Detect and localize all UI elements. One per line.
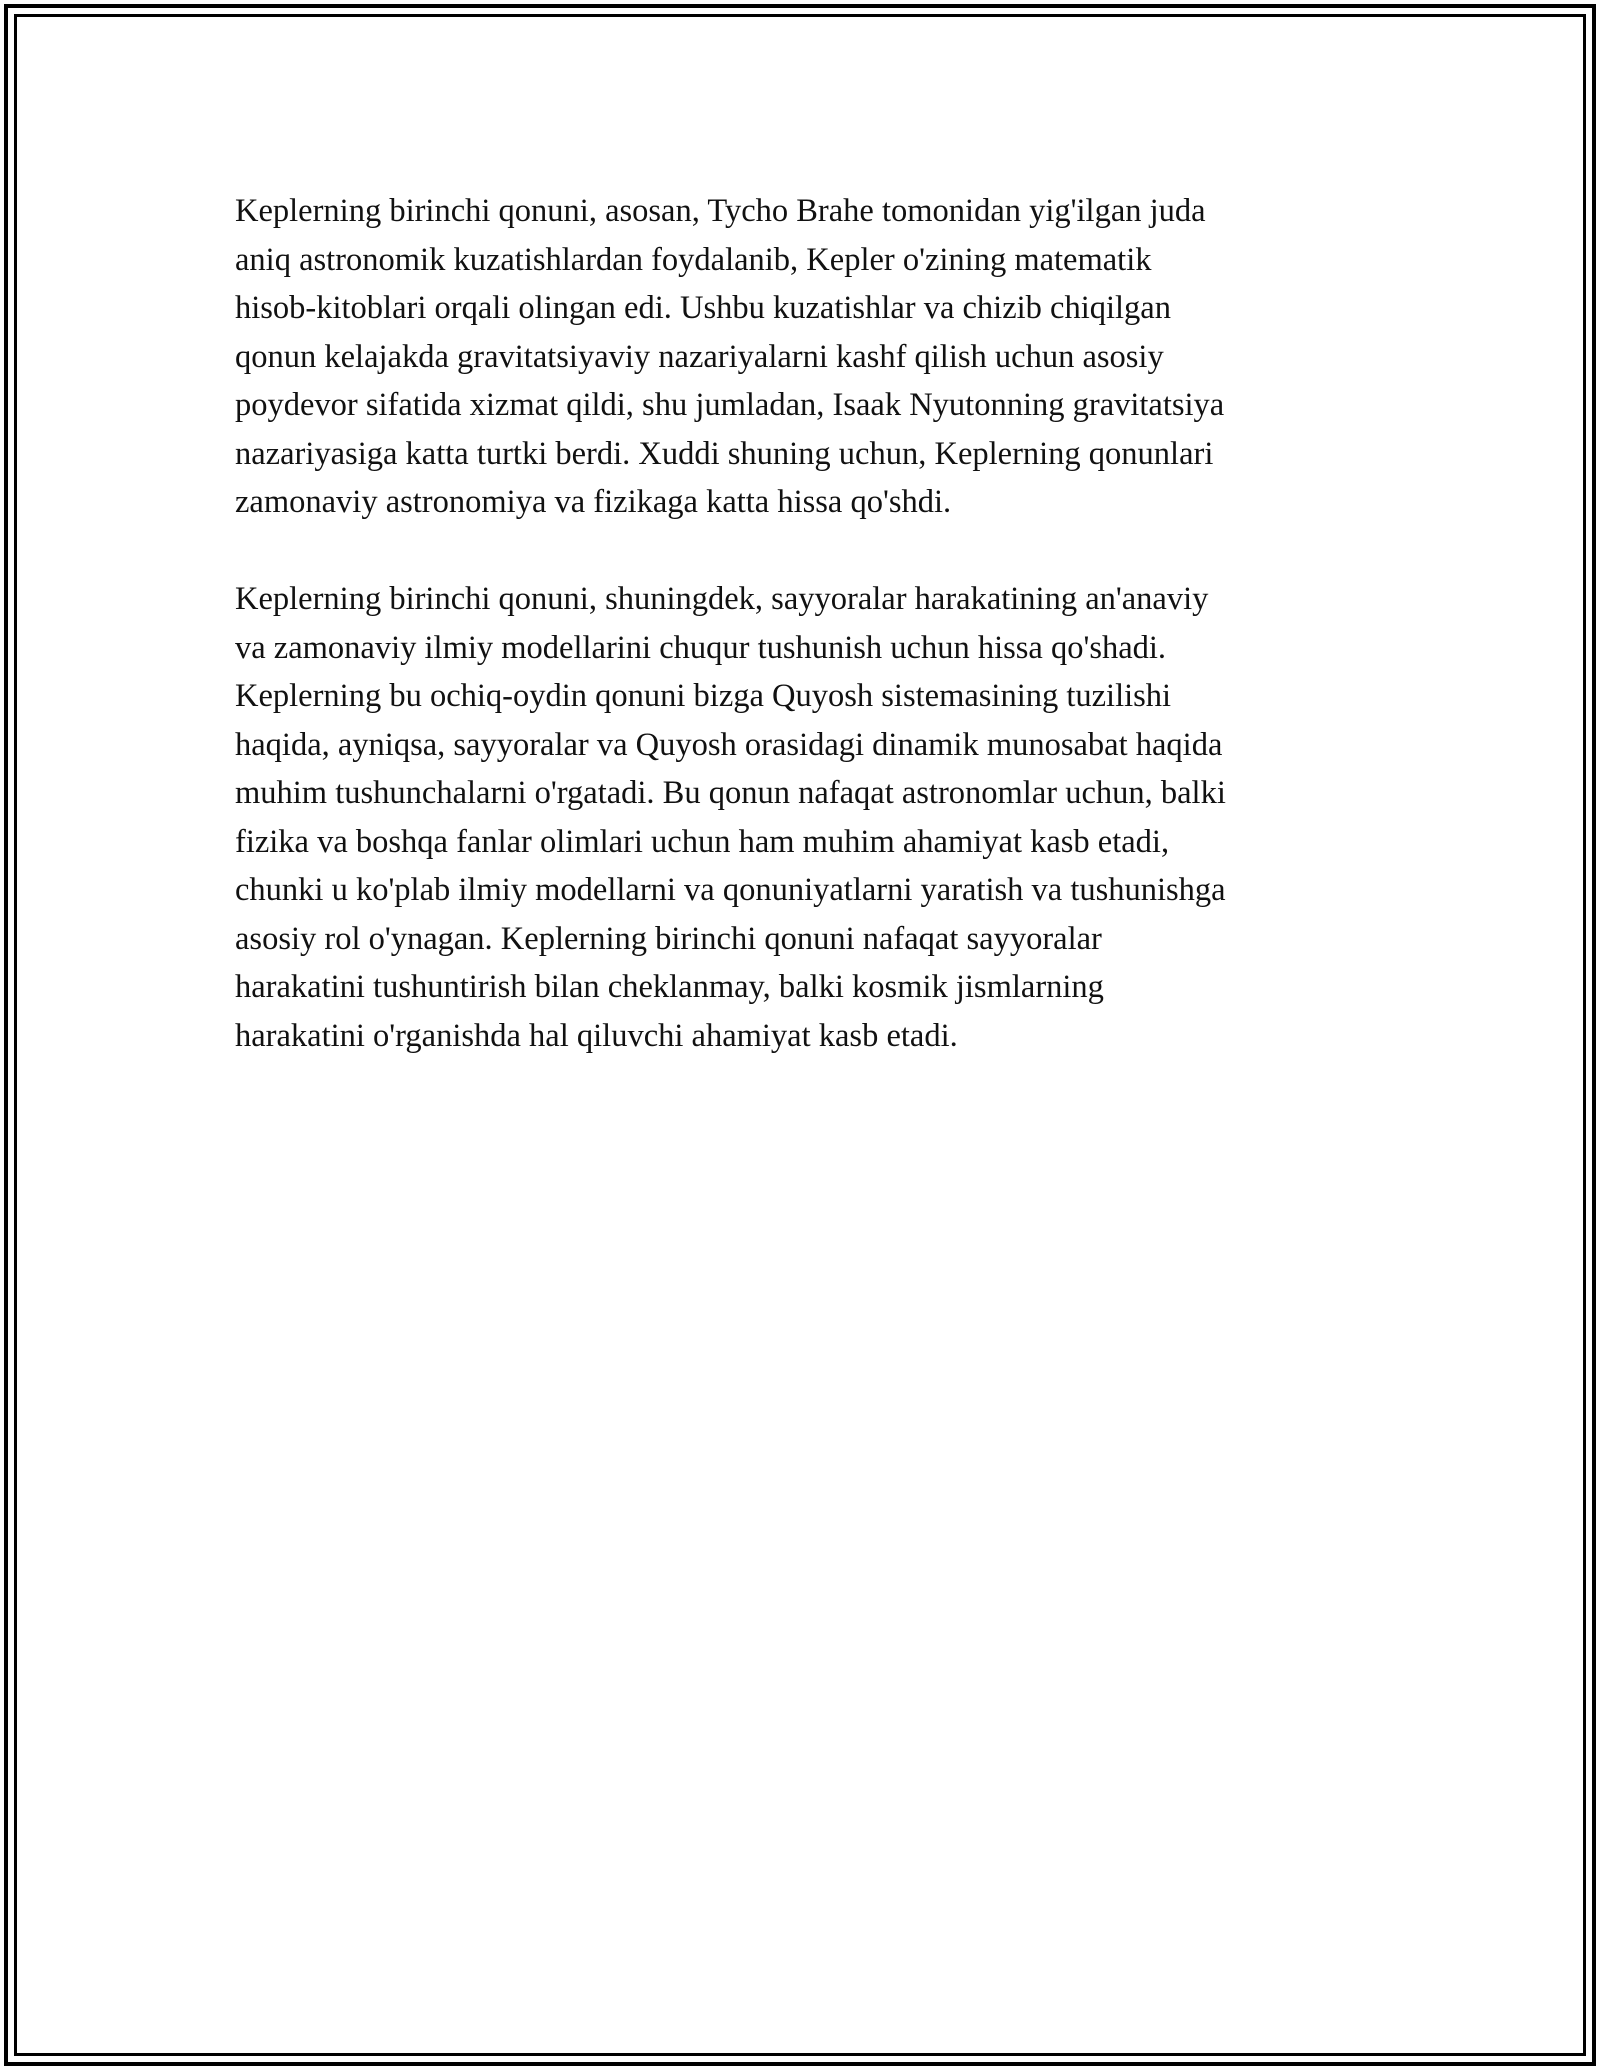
paragraph-1: Keplerning birinchi qonuni, asosan, Tycho Brahe tomonidan yig'ilgan juda aniq astronomik kuzatishlardan foydalanib, Kepler o'zining matematik hisob-kitoblari orqali olingan edi. Ushbu kuzatishlar va chizib chiqilgan qonun kelajakda gravitatsiyaviy nazariyalarni kashf qilish uchun asosiy poydevor sifatida xizmat qildi, shu jumladan, Isaak Nyutonning gravitatsiya nazariyasiga katta turtki berdi. Xuddi shuning uchun, Keplerning qonunlari zamonaviy astronomiya va fizikaga katta hissa qo'shdi. [235,193,1225,520]
document-body [235,187,1365,1109]
paragraph-2: Keplerning birinchi qonuni, shuningdek, sayyoralar harakatining an'anaviy va zamonaviy ilmiy modellarini chuqur tushunish uchun hissa qo'shadi. Keplerning bu ochiq-oydin qonuni bizga Quyosh sistemasining tuzilishi haqida, ayniqsa, sayyoralar va Quyosh orasidagi dinamik munosabat haqida muhim tushunchalarni o'rgatadi. Bu qonun nafaqat astronomlar uchun, balki fizika va boshqa fanlar olimlari uchun ham muhim ahamiyat kasb etadi, chunki u ko'plab ilmiy modellarni va qonuniyatlarni yaratish va tushunishga asosiy rol o'ynagan. Keplerning birinchi qonuni nafaqat sayyoralar harakatini tushuntirish bilan cheklanmay, balki kosmik jismlarning harakatini o'rganishda hal qiluvchi ahamiyat kasb etadi. [235,581,1226,1054]
